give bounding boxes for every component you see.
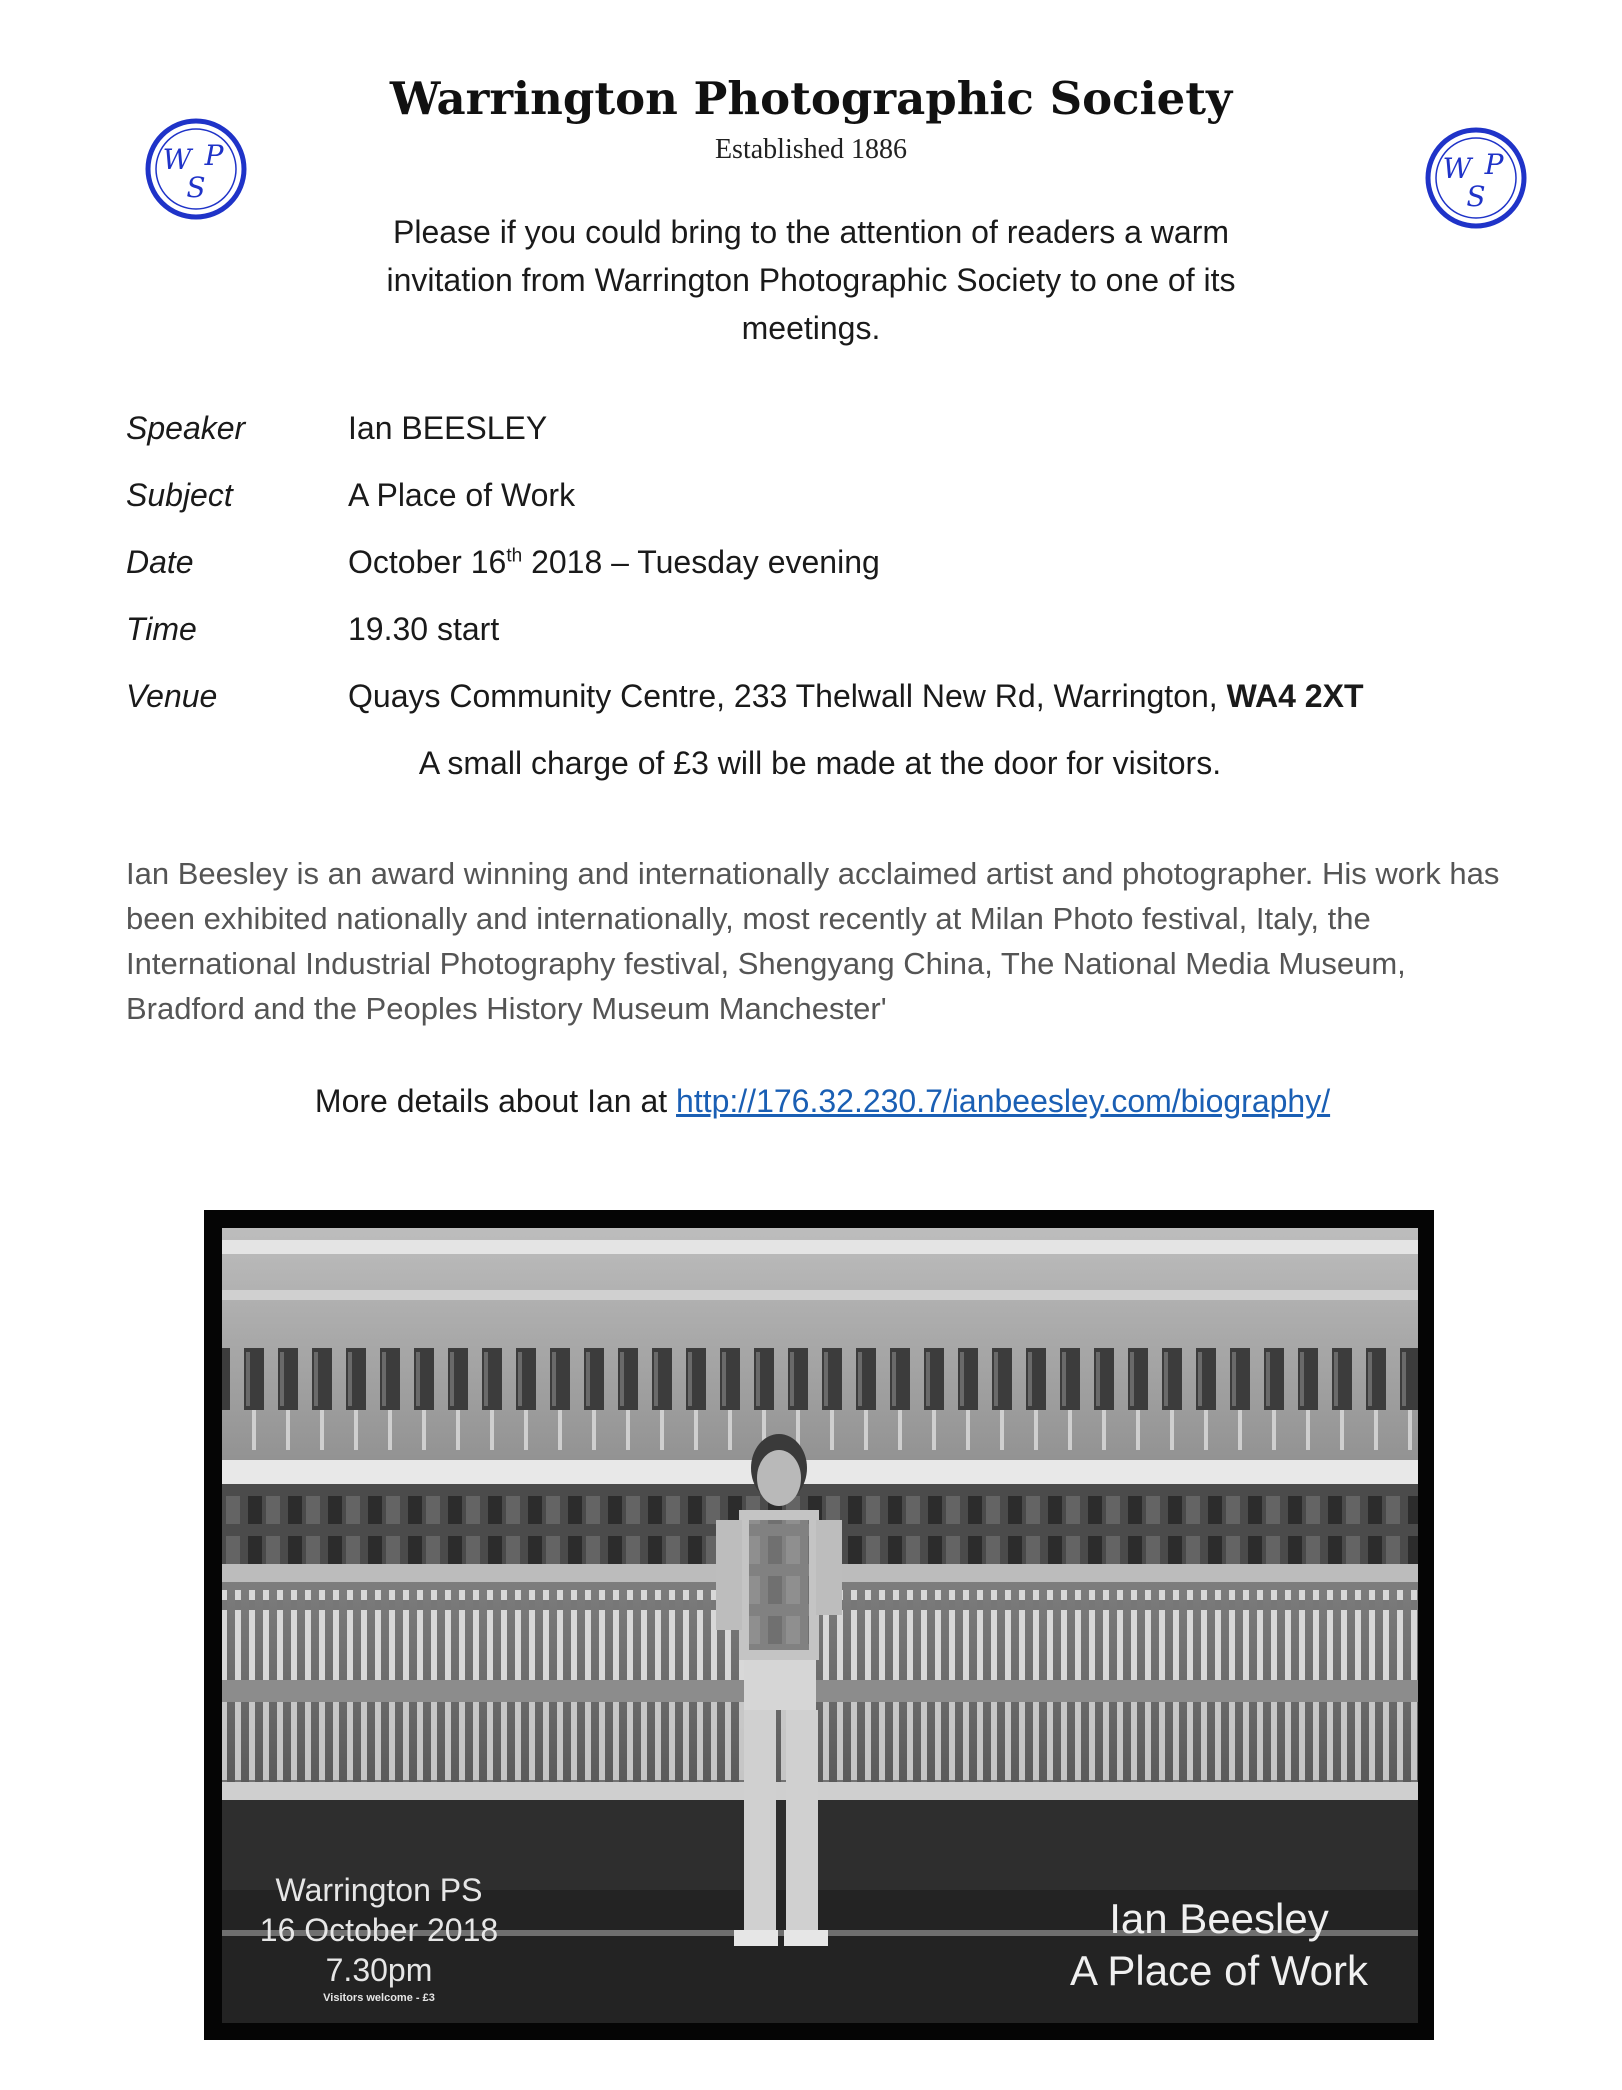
detail-value-time: 19.30 start <box>348 611 500 647</box>
detail-label-speaker: Speaker <box>126 410 246 446</box>
date-ordinal: th <box>506 545 523 567</box>
caption-time: 7.30pm <box>325 1952 433 1988</box>
svg-text:S: S <box>1466 180 1486 213</box>
caption-speaker: Ian Beesley <box>1109 1895 1329 1942</box>
more-details-prefix: More details about Ian at <box>314 1083 677 1119</box>
wps-logo-left <box>144 117 248 221</box>
svg-text:W: W <box>1442 152 1472 185</box>
detail-value-date <box>348 538 880 586</box>
venue-postcode: WA4 2XT <box>1226 678 1364 714</box>
detail-value-subject: A Place of Work <box>348 477 576 513</box>
date-rest: 2018 – Tuesday evening <box>522 544 880 580</box>
detail-value-speaker: Ian BEESLEY <box>348 410 548 446</box>
event-poster-photo <box>204 1210 1434 2040</box>
svg-text:P: P <box>1484 148 1504 181</box>
established-subtitle: Established 1886 <box>714 134 908 165</box>
photo-caption-left <box>244 1870 514 2006</box>
biography-link[interactable]: http://176.32.230.7/ianbeesley.com/biography/ <box>676 1083 1331 1119</box>
detail-label-time: Time <box>126 611 197 647</box>
caption-visitors: Visitors welcome - £3 <box>323 1992 435 2004</box>
intro-paragraph: Please if you could bring to the attention of readers a warm invitation from Warrington Photographic Society to one of its meetings. <box>386 214 1236 346</box>
caption-date: 16 October 2018 <box>259 1912 499 1948</box>
speaker-bio: Ian Beesley is an award winning and internationally acclaimed artist and photographer. His work has been exhibited nationally and internationally, most recently at Milan Photo festival, Italy, the International Industrial Photography festival, Shengyang China, The National Media Museum, Bradford and the Peoples History Museum Manchester' <box>126 856 1500 1026</box>
date-day: October 16 <box>348 544 507 580</box>
detail-label-subject: Subject <box>126 477 233 513</box>
svg-text:P: P <box>204 139 224 172</box>
venue-address: Quays Community Centre, 233 Thelwall New Rd, Warrington, <box>348 678 1227 714</box>
detail-label-date: Date <box>126 544 194 580</box>
visitor-charge-note: A small charge of £3 will be made at the door for visitors. <box>418 745 1222 781</box>
detail-label-venue: Venue <box>126 678 218 714</box>
more-details-line <box>0 1077 1622 1125</box>
caption-talk-title: A Place of Work <box>1069 1947 1369 1994</box>
photo-caption-right <box>1044 1893 1394 1997</box>
svg-text:S: S <box>186 171 206 204</box>
detail-value-venue <box>348 672 1363 720</box>
society-title: Warrington Photographic Society <box>389 72 1233 125</box>
caption-society: Warrington PS <box>275 1872 483 1908</box>
svg-text:W: W <box>162 143 192 176</box>
